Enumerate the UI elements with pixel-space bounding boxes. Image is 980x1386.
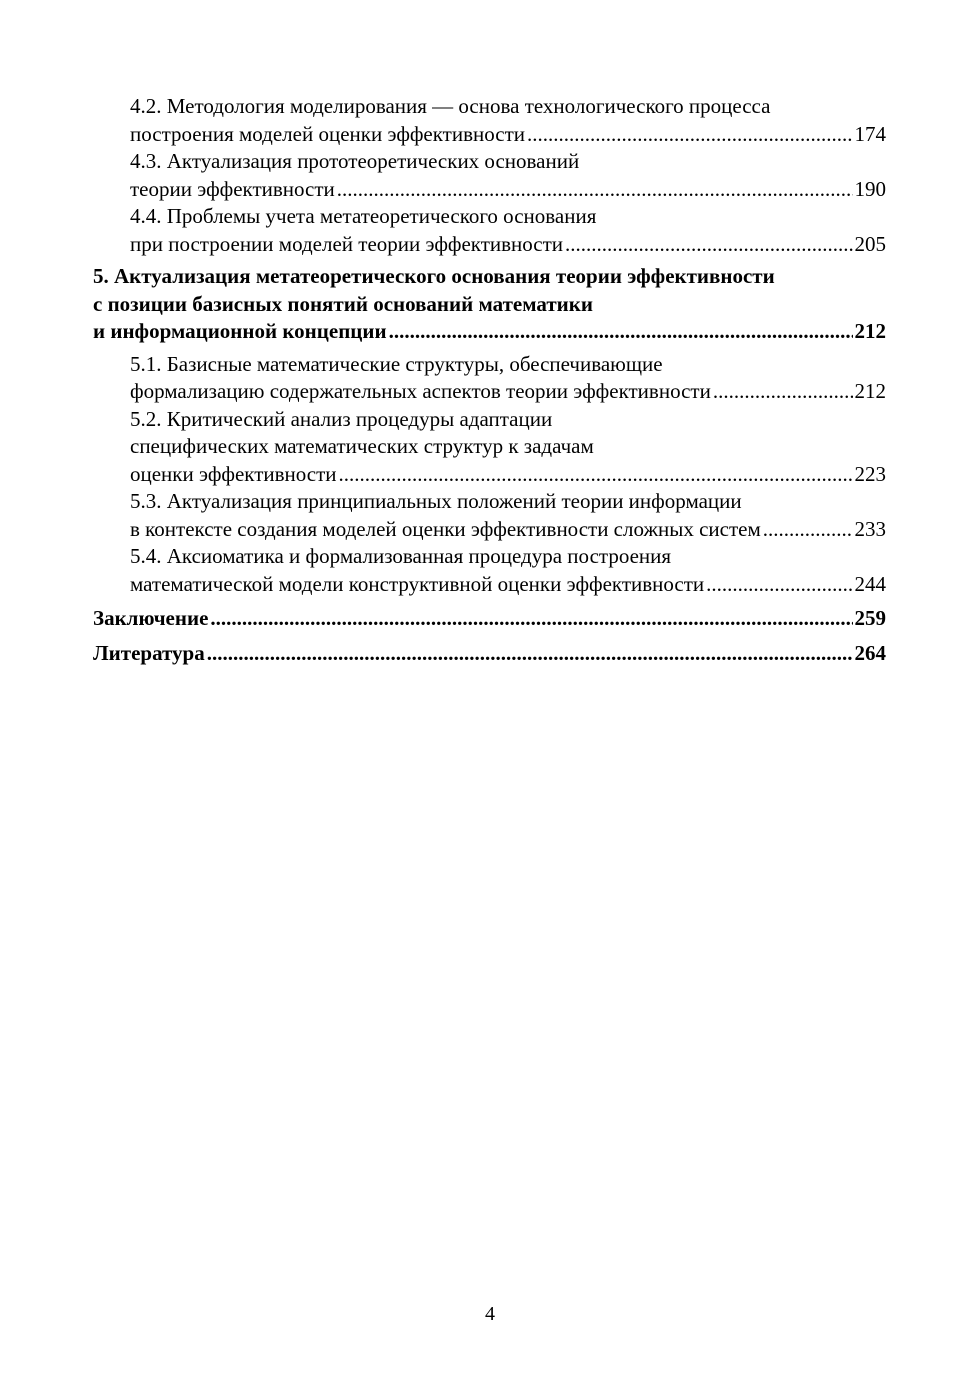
toc-entry-last-line xyxy=(130,231,886,259)
toc-entry-4-2[interactable] xyxy=(93,93,886,148)
toc-page-number: 244 xyxy=(854,571,886,596)
dot-leader xyxy=(337,176,853,204)
toc-entry-title-line: оценки эффективности xyxy=(130,461,337,486)
dot-leader xyxy=(207,640,853,668)
toc-page-number: 212 xyxy=(854,319,886,343)
dot-leader xyxy=(527,121,852,149)
toc-entry-last-line xyxy=(93,640,886,668)
toc-entry-title-line: построения моделей оценки эффективности xyxy=(130,121,526,146)
toc-entry-last-line xyxy=(93,605,886,633)
toc-entry-5-2[interactable] xyxy=(93,406,886,489)
toc-page-number: 212 xyxy=(854,379,886,403)
toc-entry-title-line: формализацию содержательных аспектов теории эффективности xyxy=(130,379,711,403)
dot-leader xyxy=(763,516,853,544)
toc-entry-title-line: Литература xyxy=(93,640,205,665)
toc-page-number: 190 xyxy=(854,176,886,201)
toc-entry-title-line: 4.4. Проблемы учета метатеоретического основания xyxy=(130,204,597,228)
dot-leader xyxy=(339,461,853,489)
toc-entry-title-line: специфических математических структур к задачам xyxy=(130,434,594,458)
toc-entry-title-line: теории эффективности xyxy=(130,176,335,201)
toc-entry-last-line xyxy=(130,378,886,406)
toc-chapter-5[interactable] xyxy=(93,263,886,346)
toc-entry-last-line xyxy=(130,121,886,149)
toc-page-number: 174 xyxy=(854,121,886,146)
toc-page-number: 205 xyxy=(854,231,886,256)
dot-leader xyxy=(389,318,853,346)
toc-entry-5-1[interactable] xyxy=(93,351,886,406)
page-number-footer: 4 xyxy=(485,1303,495,1325)
toc-entry-title-line: Заключение xyxy=(93,606,209,630)
toc-chapter-title-line: с позиции базисных понятий оснований математики xyxy=(93,291,593,316)
toc-page-number: 233 xyxy=(854,516,886,541)
toc-entry-last-line xyxy=(130,516,886,544)
toc-entry-title-line: 5.3. Актуализация принципиальных положений теории информации xyxy=(130,489,742,513)
toc-entry-title-line: 5.4. Аксиоматика и формализованная процедура построения xyxy=(130,544,672,568)
table-of-contents xyxy=(93,93,886,667)
dot-leader xyxy=(565,231,852,259)
toc-entry-4-4[interactable] xyxy=(93,203,886,258)
dot-leader xyxy=(706,571,852,599)
toc-entry-last-line xyxy=(130,176,886,204)
toc-entry-title-line: 5.1. Базисные математические структуры, обеспечивающие xyxy=(130,351,663,376)
toc-entry-title-line: 4.2. Методология моделирования — основа технологического процесса xyxy=(130,94,771,118)
toc-entry-title-line: при построении моделей теории эффективности xyxy=(130,231,564,256)
toc-chapter-title-line: и информационной концепции xyxy=(93,319,387,343)
toc-page-number: 223 xyxy=(854,461,886,486)
toc-entry-references[interactable] xyxy=(93,640,886,668)
toc-page-number: 259 xyxy=(854,606,886,630)
toc-entry-last-line xyxy=(130,571,886,599)
toc-chapter-title-line: 5. Актуализация метатеоретического основания теории эффективности xyxy=(93,264,775,288)
toc-entry-title-line: 4.3. Актуализация прототеоретических оснований xyxy=(130,149,580,173)
toc-entry-last-line xyxy=(130,461,886,489)
toc-entry-title-line: 5.2. Критический анализ процедуры адаптации xyxy=(130,406,553,431)
toc-entry-title-line: математической модели конструктивной оценки эффективности xyxy=(130,571,705,596)
toc-entry-5-3[interactable] xyxy=(93,488,886,543)
toc-chapter-last-line xyxy=(93,318,886,346)
dot-leader xyxy=(210,605,852,633)
toc-entry-title-line: в контексте создания моделей оценки эффективности сложных систем xyxy=(130,516,761,541)
dot-leader xyxy=(713,378,853,406)
toc-entry-5-4[interactable] xyxy=(93,543,886,598)
toc-entry-4-3[interactable] xyxy=(93,148,886,203)
toc-entry-conclusion[interactable] xyxy=(93,605,886,633)
toc-page-number: 264 xyxy=(854,640,886,665)
